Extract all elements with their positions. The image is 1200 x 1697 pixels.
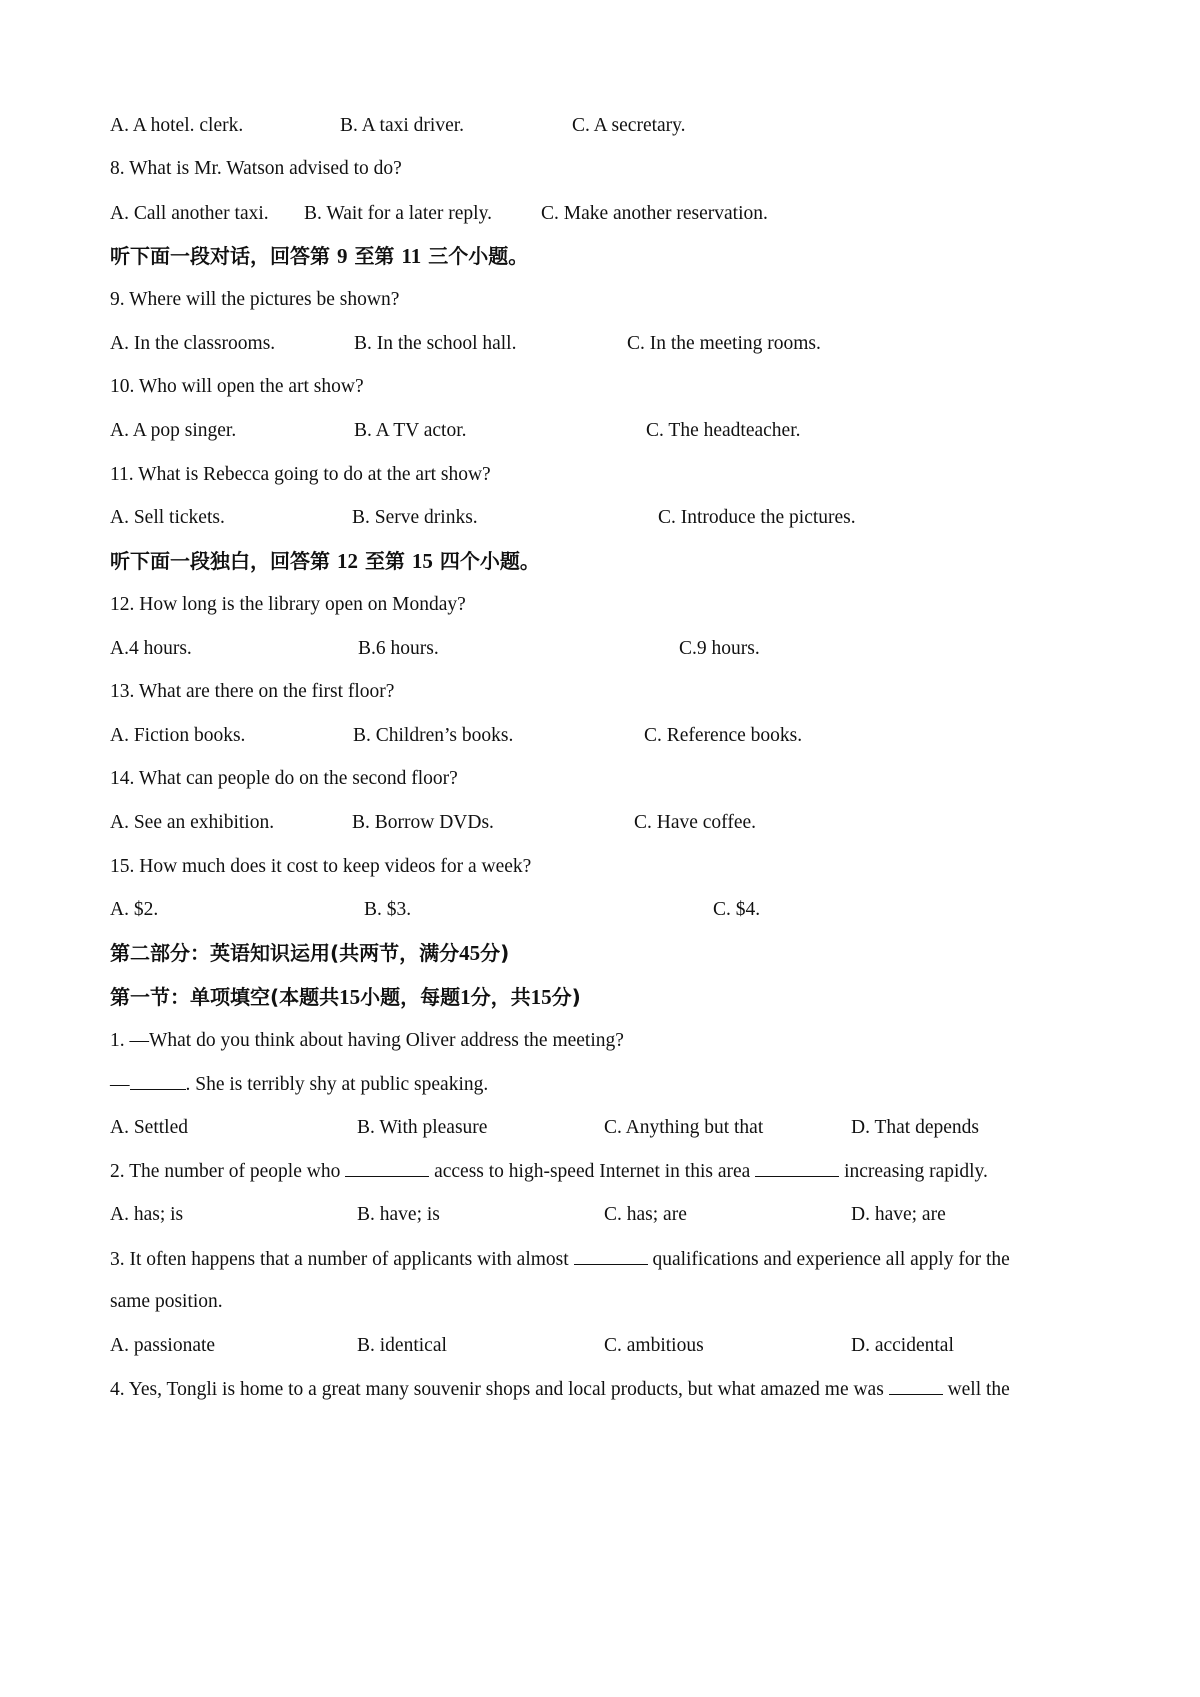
- section1-heading-text: 小题，每题: [360, 985, 461, 1009]
- q13-option-b: B. Children’s books.: [353, 725, 514, 746]
- g1-option-d: D. That depends: [851, 1117, 979, 1138]
- section1-heading-number: 15: [339, 985, 361, 1009]
- q8-option-a: A. Call another taxi.: [110, 203, 269, 224]
- q8-option-b: B. Wait for a later reply.: [304, 203, 492, 224]
- q7-option-b: B. A taxi driver.: [340, 115, 465, 136]
- q13-option-a: A. Fiction books.: [110, 725, 246, 746]
- g2-stem-text: 2. The number of people who: [110, 1161, 341, 1182]
- g4-stem-text: 4. Yes, Tongli is home to a great many souvenir shops and local products, but what amazed me was: [110, 1379, 884, 1400]
- q15-stem: 15. How much does it cost to keep videos for a week?: [110, 856, 532, 877]
- q12-option-c: C.9 hours.: [679, 638, 760, 659]
- g3-option-a: A. passionate: [110, 1335, 216, 1356]
- section1-heading-text: 分): [551, 985, 581, 1009]
- part2-heading-text: 分): [480, 941, 510, 965]
- section-heading-number: 15: [411, 549, 433, 573]
- q12-option-a: A.4 hours.: [110, 638, 192, 659]
- section-heading-text: 至第: [364, 549, 405, 573]
- q13-stem: 13. What are there on the first floor?: [110, 681, 395, 702]
- section-heading-number: 9: [336, 244, 348, 268]
- g1-reply-text: . She is terribly shy at public speaking.: [185, 1074, 489, 1095]
- q8-stem: 8. What is Mr. Watson advised to do?: [110, 158, 402, 179]
- section1-heading-text: 分，共: [470, 985, 531, 1009]
- q15-option-a: A. $2.: [110, 899, 159, 920]
- q15-option-c: C. $4.: [713, 899, 761, 920]
- q14-option-b: B. Borrow DVDs.: [352, 812, 494, 833]
- g3-stem: [110, 1246, 1010, 1273]
- section-heading-text: 四个小题。: [439, 549, 540, 573]
- section-heading-text: 三个小题。: [428, 244, 529, 268]
- g2-stem-text: increasing rapidly.: [844, 1161, 988, 1182]
- q7-option-a: A. A hotel. clerk.: [110, 115, 244, 136]
- q14-option-a: A. See an exhibition.: [110, 812, 275, 833]
- answer-blank: [345, 1158, 429, 1177]
- q7-option-c: C. A secretary.: [572, 115, 686, 136]
- g2-option-d: D. have; are: [851, 1204, 946, 1225]
- q15-option-b: B. $3.: [364, 899, 412, 920]
- q13-option-c: C. Reference books.: [644, 725, 803, 746]
- q10-option-b: B. A TV actor.: [354, 420, 467, 441]
- g1-stem: 1. —What do you think about having Oliver address the meeting?: [110, 1030, 624, 1051]
- q10-option-a: A. A pop singer.: [110, 420, 237, 441]
- q9-option-b: B. In the school hall.: [354, 333, 517, 354]
- q11-option-a: A. Sell tickets.: [110, 507, 225, 528]
- q11-stem: 11. What is Rebecca going to do at the art show?: [110, 464, 491, 485]
- q11-option-c: C. Introduce the pictures.: [658, 507, 856, 528]
- section1-heading: [110, 984, 581, 1010]
- q11-option-b: B. Serve drinks.: [352, 507, 478, 528]
- g1-option-a: A. Settled: [110, 1117, 188, 1138]
- section-heading-9-11: [110, 243, 528, 269]
- g3-option-b: B. identical: [357, 1335, 447, 1356]
- q10-stem: 10. Who will open the art show?: [110, 376, 364, 397]
- g1-option-b: B. With pleasure: [357, 1117, 488, 1138]
- g3-stem-continued: same position.: [110, 1291, 223, 1312]
- answer-blank: [574, 1246, 648, 1265]
- part2-heading-number: 45: [459, 941, 481, 965]
- q10-option-c: C. The headteacher.: [646, 420, 801, 441]
- g4-stem: [110, 1376, 1010, 1403]
- answer-blank: [130, 1071, 186, 1090]
- q9-option-a: A. In the classrooms.: [110, 333, 276, 354]
- part2-heading-text: 第二部分：英语知识运用(共两节，满分: [110, 941, 460, 965]
- section1-heading-number: 1: [460, 985, 471, 1009]
- section-heading-12-15: [110, 548, 540, 574]
- section-heading-text: 听下面一段独白，回答第: [110, 549, 330, 573]
- g1-option-c: C. Anything but that: [604, 1117, 764, 1138]
- part2-heading: [110, 940, 509, 966]
- g3-option-d: D. accidental: [851, 1335, 954, 1356]
- g2-option-a: A. has; is: [110, 1204, 184, 1225]
- section-heading-number: 12: [336, 549, 358, 573]
- g2-stem-text: access to high-speed Internet in this area: [434, 1161, 751, 1182]
- answer-blank: [755, 1158, 839, 1177]
- section-heading-text: 听下面一段对话，回答第: [110, 244, 330, 268]
- q14-option-c: C. Have coffee.: [634, 812, 756, 833]
- section1-heading-number: 15: [530, 985, 552, 1009]
- q14-stem: 14. What can people do on the second floor?: [110, 768, 458, 789]
- q8-option-c: C. Make another reservation.: [541, 203, 768, 224]
- g1-reply-dash: —: [110, 1074, 130, 1095]
- section1-heading-text: 第一节：单项填空(本题共: [110, 985, 340, 1009]
- q9-option-c: C. In the meeting rooms.: [627, 333, 821, 354]
- g2-option-b: B. have; is: [357, 1204, 440, 1225]
- g2-stem: [110, 1158, 988, 1185]
- g3-stem-text: qualifications and experience all apply for the: [652, 1249, 1010, 1270]
- q12-option-b: B.6 hours.: [358, 638, 439, 659]
- q12-stem: 12. How long is the library open on Monday?: [110, 594, 466, 615]
- g3-stem-text: 3. It often happens that a number of applicants with almost: [110, 1249, 569, 1270]
- g3-option-c: C. ambitious: [604, 1335, 704, 1356]
- answer-blank: [889, 1376, 943, 1395]
- q9-stem: 9. Where will the pictures be shown?: [110, 289, 400, 310]
- section-heading-number: 11: [401, 244, 422, 268]
- g1-reply: [110, 1071, 488, 1098]
- g4-stem-text: well the: [947, 1379, 1010, 1400]
- g2-option-c: C. has; are: [604, 1204, 687, 1225]
- section-heading-text: 至第: [354, 244, 395, 268]
